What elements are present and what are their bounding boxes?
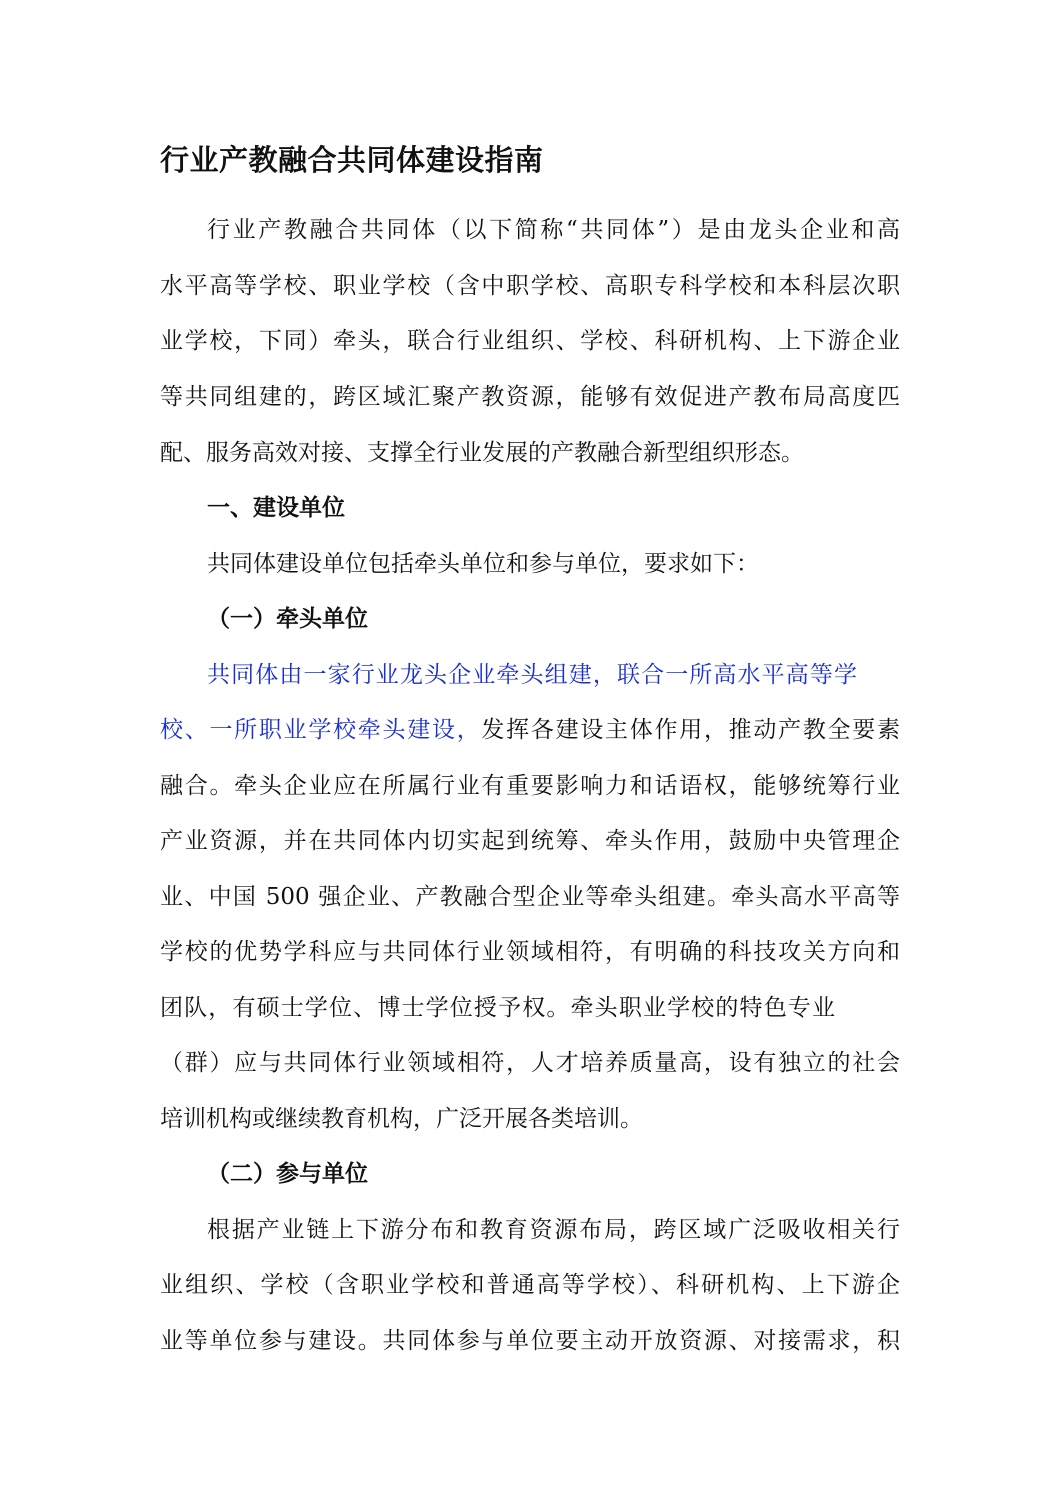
section-heading-construction-units: 一、建设单位 xyxy=(207,494,345,521)
intro-line-3: 业学校，下同）牵头，联合行业组织、学校、科研机构、上下游企业 xyxy=(160,328,900,354)
participating-units-line-1: 根据产业链上下游分布和教育资源布局，跨区域广泛吸收相关行 xyxy=(207,1217,900,1243)
lead-units-line-8: （群）应与共同体行业领域相符，人才培养质量高，设有独立的社会 xyxy=(160,1050,900,1076)
subheading-participating-units: （二）参与单位 xyxy=(207,1160,368,1187)
highlight-text: 校、一所职业学校牵头建设， xyxy=(160,717,482,743)
section-intro-line: 共同体建设单位包括牵头单位和参与单位，要求如下： xyxy=(207,551,759,577)
intro-line-5: 配、服务高效对接、支撑全行业发展的产教融合新型组织形态。 xyxy=(160,440,804,466)
subheading-lead-units: （一）牵头单位 xyxy=(207,605,368,632)
document-title: 行业产教融合共同体建设指南 xyxy=(160,143,544,177)
lead-units-line-4: 产业资源，并在共同体内切实起到统筹、牵头作用，鼓励中央管理企 xyxy=(160,828,900,854)
intro-line-4: 等共同组建的，跨区域汇聚产教资源，能够有效促进产教布局高度匹 xyxy=(160,384,900,410)
body-text: 发挥各建设主体作用，推动产教全要素 xyxy=(481,717,901,743)
participating-units-line-2: 业组织、学校（含职业学校和普通高等学校）、科研机构、上下游企 xyxy=(160,1272,900,1298)
lead-units-line-7: 团队，有硕士学位、博士学位授予权。牵头职业学校的特色专业 xyxy=(160,995,835,1021)
lead-units-line-3: 融合。牵头企业应在所属行业有重要影响力和话语权，能够统筹行业 xyxy=(160,773,900,799)
intro-line-1: 行业产教融合共同体（以下简称“共同体”）是由龙头企业和高 xyxy=(207,217,900,243)
intro-line-2: 水平高等学校、职业学校（含中职学校、高职专科学校和本科层次职 xyxy=(160,273,900,299)
lead-units-line-9: 培训机构或继续教育机构，广泛开展各类培训。 xyxy=(160,1106,643,1132)
lead-units-line-2 xyxy=(160,702,900,758)
lead-units-line-1: 共同体由一家行业龙头企业牵头组建，联合一所高水平高等学 xyxy=(207,662,857,688)
lead-units-line-6: 学校的优势学科应与共同体行业领域相符，有明确的科技攻关方向和 xyxy=(160,939,900,965)
participating-units-line-3: 业等单位参与建设。共同体参与单位要主动开放资源、对接需求，积 xyxy=(160,1328,900,1354)
lead-units-line-5: 业、中国 500 强企业、产教融合型企业等牵头组建。牵头高水平高等 xyxy=(160,884,900,910)
